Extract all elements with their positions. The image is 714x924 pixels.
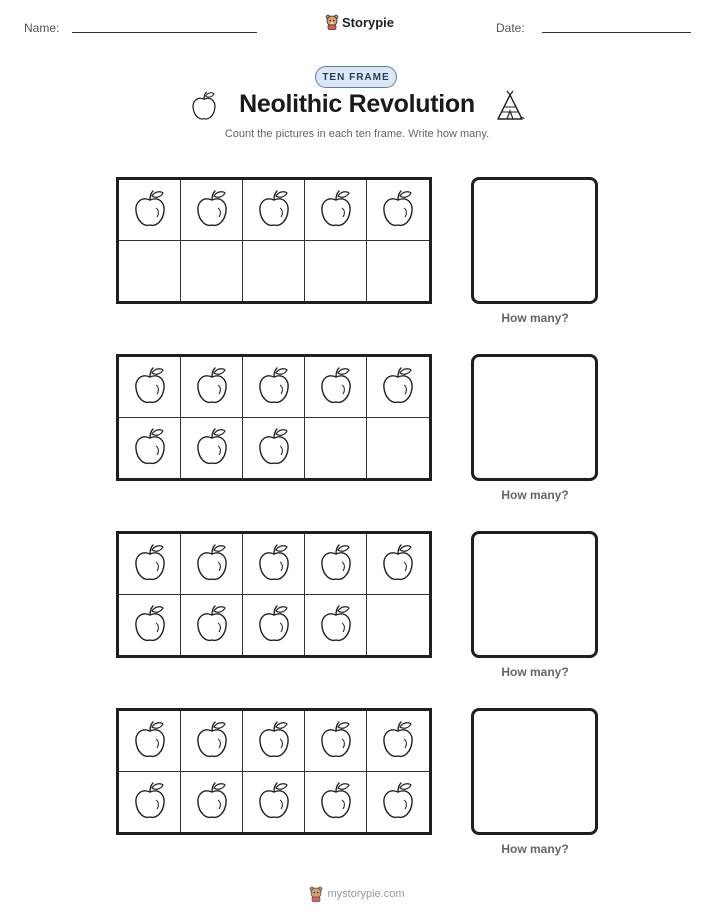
apple-icon [256, 190, 292, 230]
ten-frame-cell [119, 418, 181, 479]
date-label: Date: [496, 21, 525, 35]
ten-frame-cell [367, 772, 429, 833]
ten-frame-cell [243, 180, 305, 241]
apple-icon [194, 721, 230, 761]
ten-frame-cell [367, 418, 429, 479]
name-label: Name: [24, 21, 60, 35]
apple-icon [256, 544, 292, 584]
ten-frame-cell [181, 534, 243, 595]
apple-icon [256, 367, 292, 407]
apple-icon [132, 782, 168, 822]
ten-frame-cell [305, 357, 367, 418]
brand-name: Storypie [342, 14, 395, 30]
ten-frame-cell [119, 711, 181, 772]
apple-icon [318, 721, 354, 761]
apple-icon [380, 544, 416, 584]
apple-icon [194, 367, 230, 407]
ten-frame-cell [243, 418, 305, 479]
how-many-label: How many? [501, 488, 569, 502]
date-line[interactable] [542, 32, 691, 33]
ten-frame [116, 708, 432, 835]
page-title: Neolithic Revolution [239, 90, 475, 118]
footer-url: mystorypie.com [327, 888, 405, 900]
apple-icon [380, 721, 416, 761]
ten-frame-cell [243, 534, 305, 595]
ten-frame-cell [305, 241, 367, 302]
apple-icon [318, 190, 354, 230]
apple-icon [256, 782, 292, 822]
apple-icon [132, 605, 168, 645]
ten-frame-cell [305, 534, 367, 595]
apple-icon [194, 782, 230, 822]
ten-frame-cell [119, 595, 181, 656]
apple-icon [194, 190, 230, 230]
ten-frame-cell [181, 595, 243, 656]
ten-frame-cell [367, 180, 429, 241]
ten-frame-cell [181, 711, 243, 772]
ten-frame-cell [305, 772, 367, 833]
answer-box[interactable] [471, 708, 598, 835]
how-many-label: How many? [501, 842, 569, 856]
apple-icon [318, 605, 354, 645]
ten-frame-cell [119, 772, 181, 833]
apple-icon [194, 544, 230, 584]
apple-icon [318, 544, 354, 584]
ten-frame-cell [367, 595, 429, 656]
ten-frame [116, 531, 432, 658]
answer-box[interactable] [471, 354, 598, 481]
instructions: Count the pictures in each ten frame. Write how many. [224, 128, 490, 140]
how-many-label: How many? [501, 665, 569, 679]
apple-icon [256, 428, 292, 468]
ten-frame-cell [367, 711, 429, 772]
apple-icon [256, 605, 292, 645]
ten-frame-cell [305, 418, 367, 479]
ten-frame-cell [119, 241, 181, 302]
apple-icon [132, 544, 168, 584]
ten-frame-cell [305, 595, 367, 656]
brand-logo [325, 14, 394, 30]
name-line[interactable] [72, 32, 257, 33]
ten-frame-cell [181, 241, 243, 302]
ten-frame-cell [119, 180, 181, 241]
ten-frame [116, 354, 432, 481]
ten-frame-cell [367, 357, 429, 418]
apple-icon [132, 428, 168, 468]
ten-frame-cell [243, 241, 305, 302]
ten-frame-cell [181, 357, 243, 418]
ten-frame-cell [367, 241, 429, 302]
ten-frame-cell [243, 772, 305, 833]
ten-frame [116, 177, 432, 304]
bear-mascot-icon [325, 14, 339, 30]
ten-frame-cell [181, 180, 243, 241]
ten-frame-cell [243, 711, 305, 772]
ten-frame-cell [243, 357, 305, 418]
answer-box[interactable] [471, 531, 598, 658]
ten-frame-cell [243, 595, 305, 656]
apple-icon [380, 367, 416, 407]
answer-box[interactable] [471, 177, 598, 304]
footer [0, 886, 714, 902]
apple-icon [380, 190, 416, 230]
ten-frame-cell [181, 772, 243, 833]
ten-frame-cell [119, 357, 181, 418]
apple-icon [194, 428, 230, 468]
how-many-label: How many? [501, 311, 569, 325]
apple-icon [194, 605, 230, 645]
apple-icon [132, 190, 168, 230]
apple-icon [318, 782, 354, 822]
ten-frame-badge: TEN FRAME [315, 66, 397, 88]
apple-icon [380, 782, 416, 822]
apple-icon [132, 367, 168, 407]
ten-frame-cell [305, 180, 367, 241]
apple-icon [132, 721, 168, 761]
ten-frame-cell [367, 534, 429, 595]
ten-frame-cell [305, 711, 367, 772]
apple-icon [256, 721, 292, 761]
bear-mascot-icon [309, 886, 323, 902]
apple-icon [318, 367, 354, 407]
ten-frame-cell [181, 418, 243, 479]
ten-frame-cell [119, 534, 181, 595]
teepee-icon [494, 90, 526, 122]
